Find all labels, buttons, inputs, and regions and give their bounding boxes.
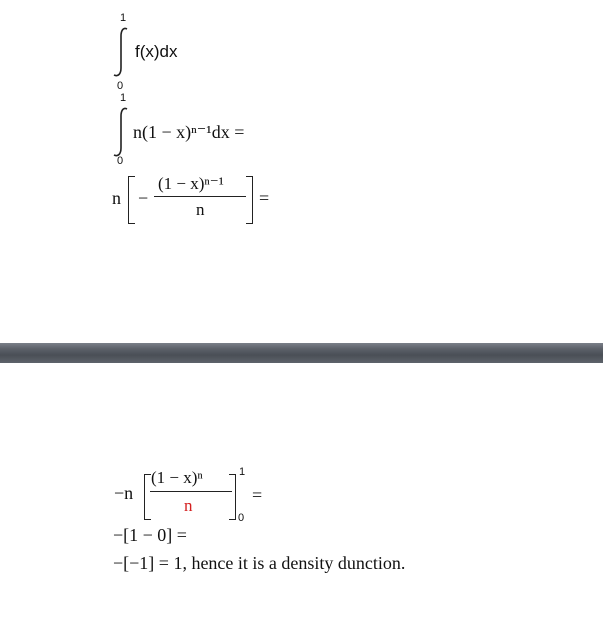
integral-1-expression: f(x)dx xyxy=(135,42,178,61)
integral-2-expression: n(1 − x)ⁿ⁻¹dx = xyxy=(133,122,245,142)
fraction-bar xyxy=(150,491,232,492)
step-4-lower-limit: 0 xyxy=(238,512,245,524)
integral-sign-icon xyxy=(110,26,132,78)
integral-2-upper-limit: 1 xyxy=(120,92,127,104)
step-3-minus: − xyxy=(138,188,149,208)
step-4-denominator: n xyxy=(184,496,193,515)
step-3-equals: = xyxy=(259,188,270,208)
step-4-equals: = xyxy=(252,485,263,505)
step-4-upper-limit: 1 xyxy=(239,466,246,478)
integral-1-upper-limit: 1 xyxy=(120,12,127,24)
left-bracket xyxy=(128,176,135,224)
left-bracket xyxy=(144,474,151,520)
step-6-conclusion: −[−1] = 1, hence it is a density dunction. xyxy=(113,553,406,573)
section-divider xyxy=(0,343,603,363)
step-5-expression: −[1 − 0] = xyxy=(113,525,187,545)
step-3-coefficient: n xyxy=(112,188,121,208)
step-4-numerator: (1 − x)ⁿ xyxy=(151,468,203,487)
integral-1-lower-limit: 0 xyxy=(117,80,124,92)
step-3-numerator: (1 − x)ⁿ⁻¹ xyxy=(158,174,224,193)
integral-2-lower-limit: 0 xyxy=(117,155,124,167)
fraction-bar xyxy=(154,196,246,197)
right-bracket xyxy=(246,176,253,224)
step-3-denominator: n xyxy=(196,200,205,219)
integral-sign-icon xyxy=(110,106,132,158)
right-bracket xyxy=(229,474,236,520)
step-4-coefficient: −n xyxy=(114,483,134,503)
